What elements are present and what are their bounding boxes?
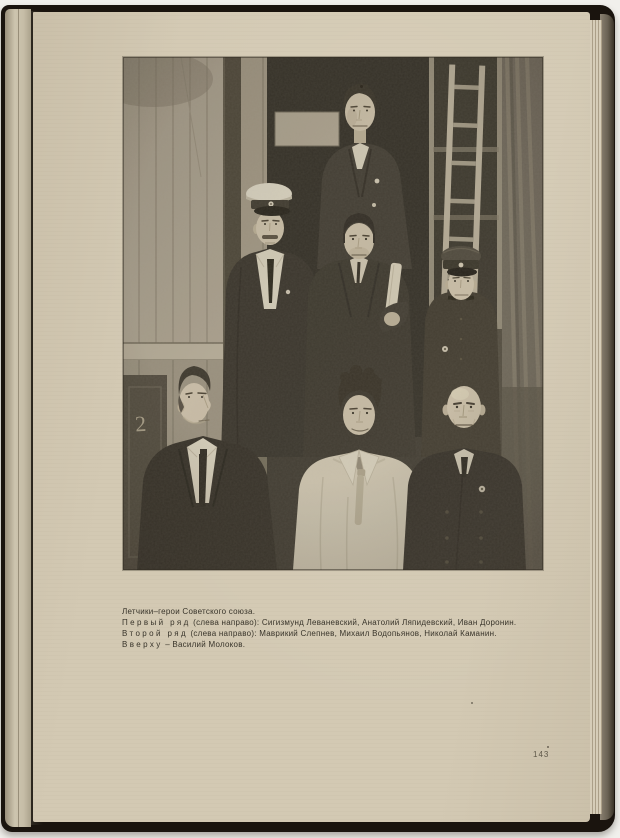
photo-finish-overlays <box>123 57 543 570</box>
dust-speck <box>547 746 549 748</box>
caption-lead: Второй ряд <box>122 629 189 638</box>
dust-speck <box>471 702 473 704</box>
cover-edge <box>600 14 614 820</box>
page-crease <box>18 9 19 827</box>
caption-lead: Вверху <box>122 640 163 649</box>
caption-text: – Василий Молоков. <box>162 640 246 649</box>
caption-line <box>122 628 542 639</box>
book-page <box>33 12 590 822</box>
group-portrait-photo <box>123 57 543 570</box>
facing-page-edge <box>5 9 31 827</box>
caption-line <box>122 639 542 650</box>
caption-lead: Первый ряд <box>122 618 191 627</box>
caption-line <box>122 617 542 628</box>
page-number: 143 <box>533 750 550 759</box>
page-fore-edge <box>590 20 602 814</box>
photo-caption <box>122 606 542 650</box>
dust-speck <box>360 85 363 88</box>
caption-line <box>122 606 542 617</box>
photo-plate <box>123 57 543 570</box>
caption-text: Летчики–герои Советского союза. <box>122 607 256 616</box>
caption-text: (слева направо): Сигизмунд Леваневский, Анатолий Ляпидевский, Иван Доронин. <box>190 618 517 627</box>
caption-text: (слева направо): Маврикий Слепнев, Михаил Водопьянов, Николай Каманин. <box>188 629 497 638</box>
